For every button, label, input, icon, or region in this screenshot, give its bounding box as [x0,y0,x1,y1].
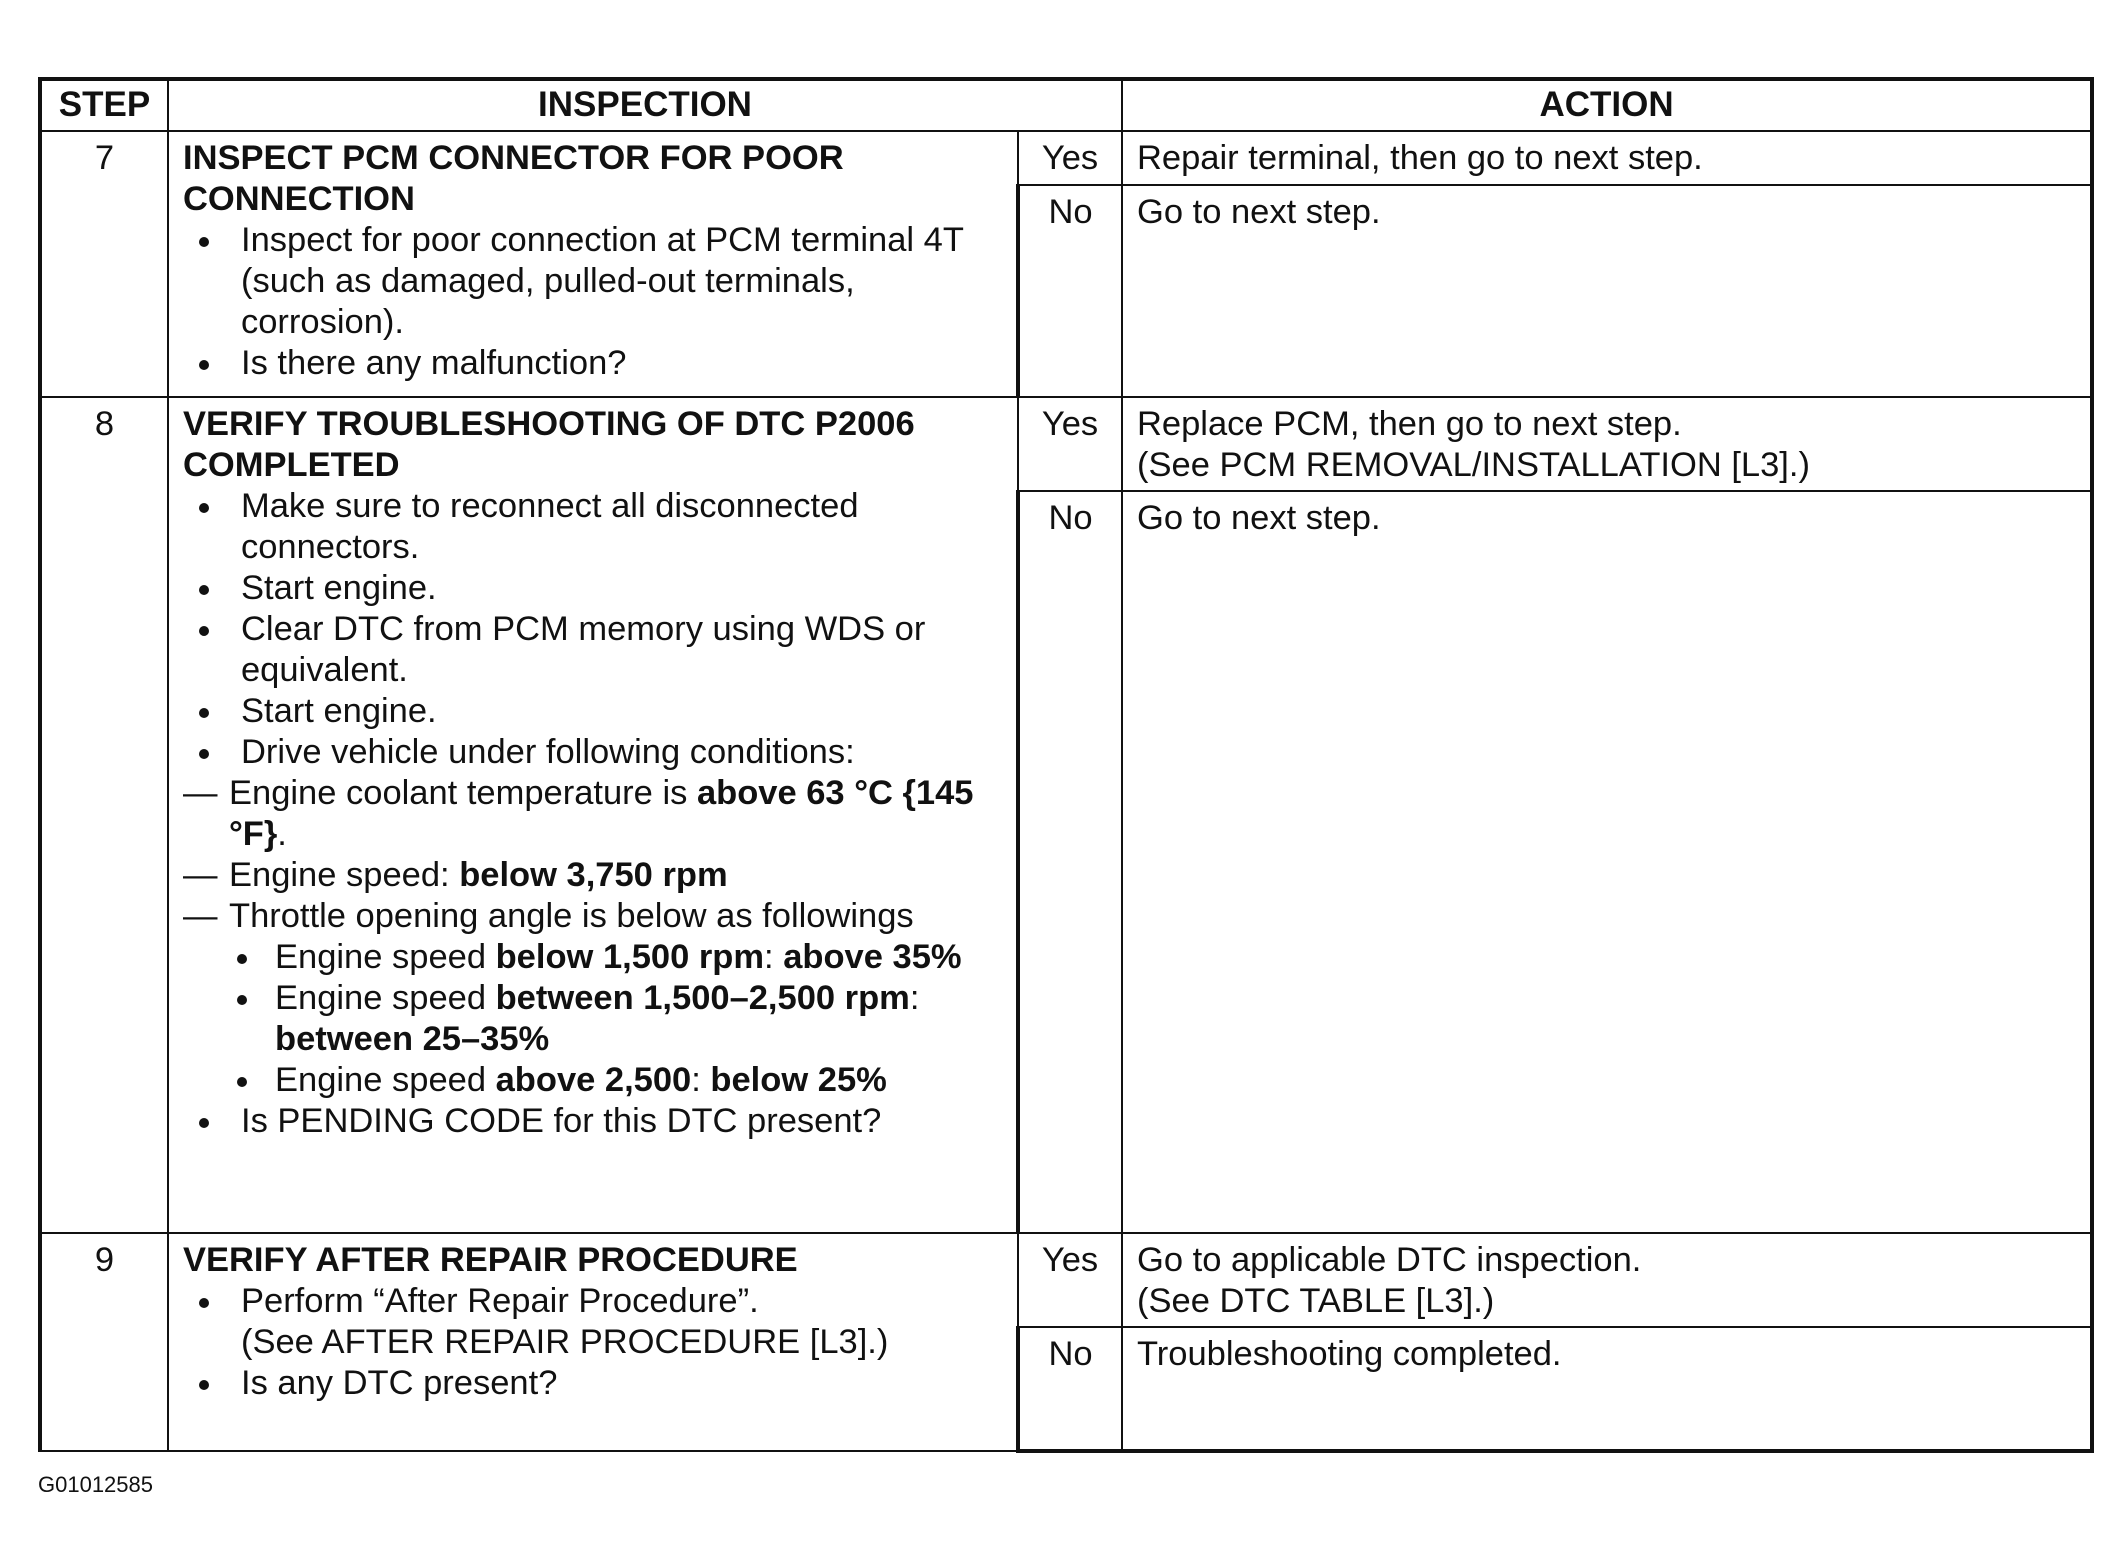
condition-value: below 3,750 rpm [459,856,728,894]
no-label: No [1018,1327,1122,1451]
no-label: No [1018,491,1122,1233]
bullet-item: Is PENDING CODE for this DTC present? [183,1101,1008,1142]
bullet-item: Start engine. [183,691,1008,732]
bullet-list [183,1281,1008,1404]
bullet-item: Is any DTC present? [183,1363,1008,1404]
step-7-yes-row [40,131,2092,185]
sub-condition-item: Engine speed above 2,500: below 25% [229,1060,1008,1101]
yes-label: Yes [1018,397,1122,491]
figure-id: G01012585 [38,1472,153,1497]
bullet-item: Clear DTC from PCM memory using WDS or equivalent. [183,609,1008,691]
step-8-yes-row [40,397,2092,491]
yes-action: Repair terminal, then go to next step. [1122,131,2092,185]
step-7-inspection [168,131,1018,397]
sub-condition-list [229,937,1008,1101]
yes-label: Yes [1018,131,1122,185]
sub-condition-item: Engine speed below 1,500 rpm: above 35% [229,937,1008,978]
step-8-inspection [168,397,1018,1233]
no-action: Go to next step. [1122,185,2092,397]
bullet-item [183,732,1008,1101]
bullet-list [183,220,1008,384]
bullet-item: Inspect for poor connection at PCM terminal 4T (such as damaged, pulled-out terminals, corrosion). [183,220,1008,343]
condition-value: above 63 °C {145 °F} [229,774,974,853]
step-9-yes-row [40,1233,2092,1327]
step-number: 9 [40,1233,168,1451]
bullet-item: Perform “After Repair Procedure”. (See AFTER REPAIR PROCEDURE [L3].) [183,1281,1008,1363]
step-number: 8 [40,397,168,1233]
bullet-list [183,486,1008,1142]
no-label: No [1018,185,1122,397]
condition-item: — Engine speed: below 3,750 rpm [183,855,1008,896]
step-9-inspection [168,1233,1018,1451]
header-step: STEP [40,79,168,131]
no-action: Go to next step. [1122,491,2092,1233]
step-title: VERIFY AFTER REPAIR PROCEDURE [183,1241,798,1279]
step-number: 7 [40,131,168,397]
yes-label: Yes [1018,1233,1122,1327]
condition-list [183,773,1008,1101]
table-header-row [40,79,2092,131]
bullet-item: Make sure to reconnect all disconnected connectors. [183,486,1008,568]
step-title: INSPECT PCM CONNECTOR FOR POOR CONNECTION [183,139,844,218]
bullet-item: Start engine. [183,568,1008,609]
bullet-item: Is there any malfunction? [183,343,1008,384]
condition-item: — Throttle opening angle is below as followings Engine speed below 1,500 rpm: above 35% Engine speed between 1,500–2,500 rpm: between 25–35% Engine speed above 2,500: below 25% [183,896,1008,1101]
yes-action: Go to applicable DTC inspection. (See DTC TABLE [L3].) [1122,1233,2092,1327]
sub-condition-item: Engine speed between 1,500–2,500 rpm: between 25–35% [229,978,1008,1060]
diagnostic-procedure-table [38,77,2094,1453]
condition-item: — Engine coolant temperature is above 63 °C {145 °F}. [183,773,1008,855]
step-title: VERIFY TROUBLESHOOTING OF DTC P2006 COMPLETED [183,405,915,484]
yes-action: Replace PCM, then go to next step. (See PCM REMOVAL/INSTALLATION [L3].) [1122,397,2092,491]
header-action: ACTION [1122,79,2092,131]
header-inspection: INSPECTION [168,79,1122,131]
no-action: Troubleshooting completed. [1122,1327,2092,1451]
bullet-text: Drive vehicle under following conditions: [241,733,855,771]
